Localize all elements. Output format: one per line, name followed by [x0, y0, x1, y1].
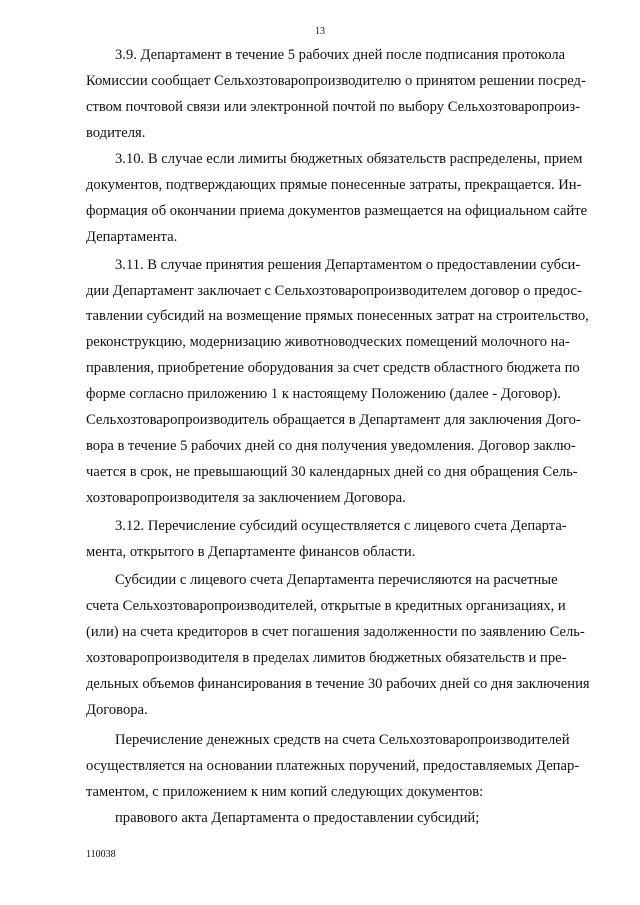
paragraph-3-10-line-3: формация об окончании приема документов размещается на официальном сайте: [86, 203, 588, 219]
paragraph-3-9-line-3: ством почтовой связи или электронной почтой по выбору Сельхозтоваропроиз-: [86, 99, 580, 115]
paragraph-3-11-line-7: Сельхозтоваропроизводитель обращается в Департамент для заключения Дого-: [86, 412, 581, 428]
paragraph-3-11-line-2: дии Департамент заключает с Сельхозтоваропроизводителем договор о предос-: [86, 283, 582, 299]
paragraph-3-9-line-2: Комиссии сообщает Сельхозтоваропроизводителю о принятом решении посред-: [86, 73, 586, 89]
paragraph-3-11-line-5: правления, приобретение оборудования за счет средств областного бюджета по: [86, 360, 580, 376]
paragraph-3-11-line-4: реконструкцию, модернизацию животноводческих помещений молочного на-: [86, 334, 570, 350]
paragraph-subsidies-line-3: (или) на счета кредиторов в счет погашения задолженности по заявлению Сель-: [86, 624, 585, 640]
paragraph-3-10-line-2: документов, подтверждающих прямые понесенные затраты, прекращается. Ин-: [86, 177, 582, 193]
paragraph-transfer-line-2: осуществляется на основании платежных поручений, предоставляемых Депар-: [86, 758, 580, 774]
paragraph-3-9-line-4: водителя.: [86, 125, 146, 141]
paragraph-3-10-line-1: 3.10. В случае если лимиты бюджетных обязательств распределены, прием: [115, 151, 583, 167]
paragraph-transfer-line-1: Перечисление денежных средств на счета Сельхозтоваропроизводителей: [115, 732, 570, 748]
paragraph-subsidies-line-6: Договора.: [86, 702, 148, 718]
paragraph-subsidies-line-5: дельных объемов финансирования в течение 30 рабочих дней со дня заключения: [86, 676, 590, 692]
paragraph-3-11-line-3: тавлении субсидий на возмещение прямых понесенных затрат на строительство,: [86, 308, 589, 324]
paragraph-3-11-line-10: хозтоваропроизводителя за заключением Договора.: [86, 490, 406, 506]
paragraph-subsidies-line-1: Субсидии с лицевого счета Департамента перечисляются на расчетные: [115, 572, 558, 588]
footer-code: 110038: [86, 849, 116, 860]
document-list-item: правового акта Департамента о предоставлении субсидий;: [115, 810, 480, 826]
paragraph-subsidies-line-4: хозтоваропроизводителя в пределах лимитов бюджетных обязательств и пре-: [86, 650, 567, 666]
paragraph-3-12-line-1: 3.12. Перечисление субсидий осуществляется с лицевого счета Департа-: [115, 518, 567, 534]
paragraph-3-11-line-1: 3.11. В случае принятия решения Департаментом о предоставлении субси-: [115, 257, 581, 273]
paragraph-3-11-line-6: форме согласно приложению 1 к настоящему Положению (далее - Договор).: [86, 386, 561, 402]
paragraph-transfer-line-3: таментом, с приложением к ним копий следующих документов:: [86, 784, 484, 800]
page-number: 13: [315, 26, 325, 37]
paragraph-3-11-line-8: вора в течение 5 рабочих дней со дня получения уведомления. Договор заклю-: [86, 438, 576, 454]
paragraph-subsidies-line-2: счета Сельхозтоваропроизводителей, открытые в кредитных организациях, и: [86, 598, 566, 614]
paragraph-3-12-line-2: мента, открытого в Департаменте финансов области.: [86, 544, 416, 560]
paragraph-3-11-line-9: чается в срок, не превышающий 30 календарных дней со дня обращения Сель-: [86, 464, 578, 480]
paragraph-3-10-line-4: Департамента.: [86, 229, 178, 245]
paragraph-3-9-line-1: 3.9. Департамент в течение 5 рабочих дней после подписания протокола: [115, 47, 566, 63]
